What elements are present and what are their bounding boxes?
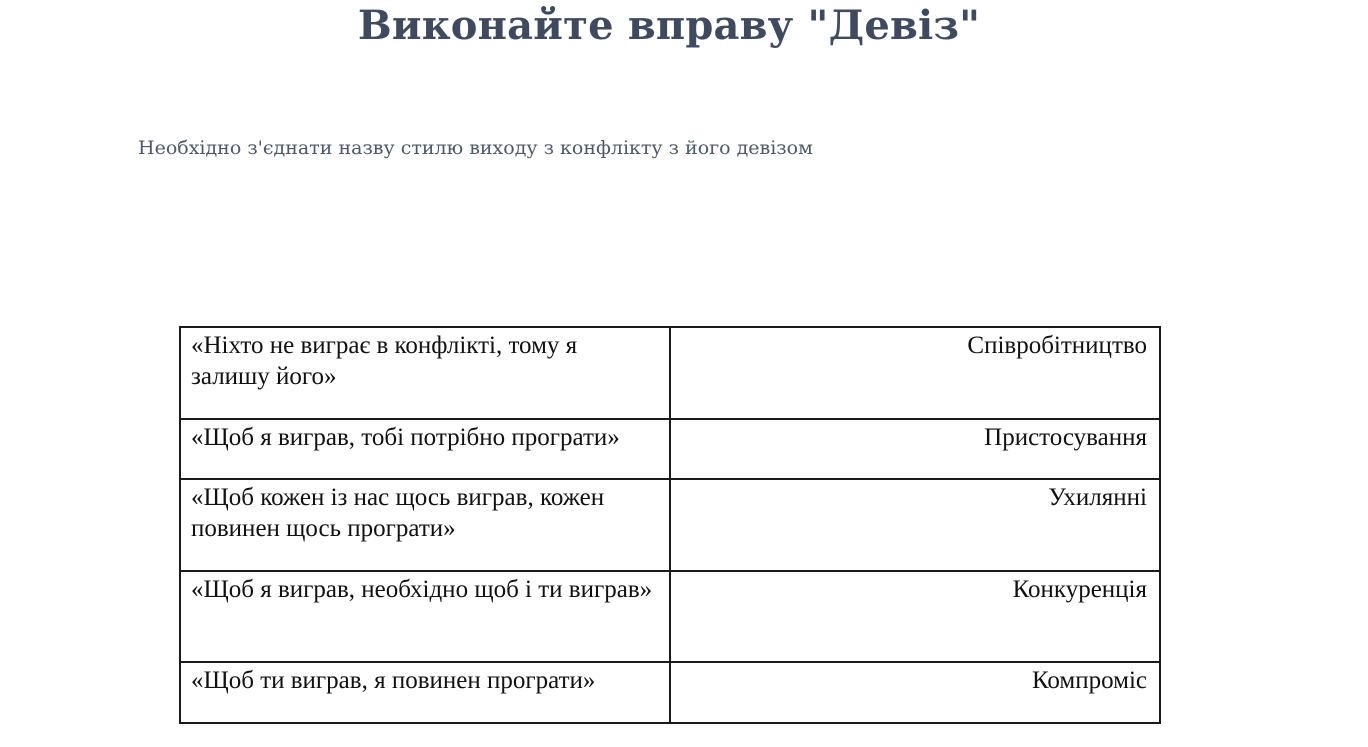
style-cell: Компроміс [670,662,1160,723]
style-cell: Конкуренція [670,571,1160,662]
table-row [180,327,1160,419]
motto-cell: «Щоб кожен із нас щось виграв, кожен повинен щось програти» [180,479,670,571]
exercise-instruction: Необхідно з'єднати назву стилю виходу з конфлікту з його девізом [138,137,813,159]
motto-cell: «Щоб я виграв, тобі потрібно програти» [180,419,670,479]
style-cell: Співробітництво [670,327,1160,419]
page-title: Виконайте вправу "Девіз" [357,2,981,49]
motto-cell: «Щоб ти виграв, я повинен програти» [180,662,670,723]
motto-cell: «Ніхто не виграє в конфлікті, тому я залишу його» [180,327,670,419]
table-row [180,419,1160,479]
table-row [180,479,1160,571]
table-row [180,571,1160,662]
table-row [180,662,1160,723]
motto-matching-table [179,326,1161,724]
style-cell: Пристосування [670,419,1160,479]
motto-cell: «Щоб я виграв, необхідно щоб і ти виграв» [180,571,670,662]
style-cell: Ухилянні [670,479,1160,571]
